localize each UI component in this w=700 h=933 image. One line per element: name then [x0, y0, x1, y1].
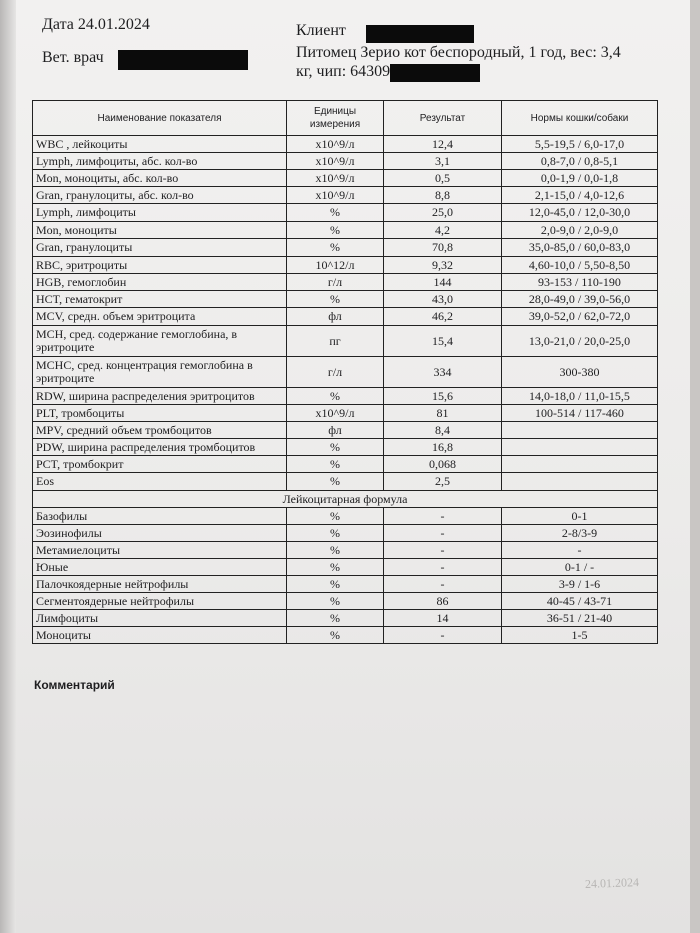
row-unit: %: [287, 291, 384, 308]
row-norm: 2-8/3-9: [502, 525, 658, 542]
row-unit: x10^9/л: [287, 153, 384, 170]
row-name: Mon, моноциты: [33, 222, 287, 239]
row-unit: 10^12/л: [287, 257, 384, 274]
row-norm: 13,0-21,0 / 20,0-25,0: [502, 326, 658, 357]
row-name: PLT, тромбоциты: [33, 405, 287, 422]
row-name: PCT, тромбокрит: [33, 456, 287, 473]
table-row: [33, 326, 658, 357]
row-result: 0,068: [384, 456, 502, 473]
table-row: [33, 239, 658, 257]
row-name: PDW, ширина распределения тромбоцитов: [33, 439, 287, 456]
row-norm: 35,0-85,0 / 60,0-83,0: [502, 239, 658, 257]
row-unit: x10^9/л: [287, 187, 384, 204]
row-name: WBC , лейкоциты: [33, 136, 287, 153]
table-row: [33, 170, 658, 187]
row-norm: 0-1 / -: [502, 559, 658, 576]
table-row: [33, 456, 658, 473]
table-header-row: [33, 101, 658, 136]
row-result: 46,2: [384, 308, 502, 326]
table-row: [33, 204, 658, 222]
row-result: 70,8: [384, 239, 502, 257]
table-row: [33, 576, 658, 593]
table-row: [33, 357, 658, 388]
row-result: 15,6: [384, 388, 502, 405]
row-name: Lymph, лимфоциты, абс. кол-во: [33, 153, 287, 170]
row-result: -: [384, 508, 502, 525]
row-norm: [502, 422, 658, 439]
doctor-label: Вет. врач: [42, 49, 104, 66]
row-name: Gran, гранулоциты: [33, 239, 287, 257]
row-result: 334: [384, 357, 502, 388]
row-unit: %: [287, 593, 384, 610]
table-row: [33, 187, 658, 204]
table-row: [33, 153, 658, 170]
row-unit: %: [287, 204, 384, 222]
row-norm: 0,8-7,0 / 0,8-5,1: [502, 153, 658, 170]
row-name: Палочкоядерные нейтрофилы: [33, 576, 287, 593]
row-name: MCH, сред. содержание гемоглобина, в эритроците: [33, 326, 287, 357]
table-row: [33, 222, 658, 239]
redacted-doctor-name: [118, 50, 248, 70]
page-shadow: [0, 0, 16, 933]
row-result: 0,5: [384, 170, 502, 187]
client-label: Клиент: [296, 22, 346, 39]
formula-section-title: Лейкоцитарная формула: [33, 491, 658, 508]
row-result: 8,8: [384, 187, 502, 204]
row-norm: 39,0-52,0 / 62,0-72,0: [502, 308, 658, 326]
row-name: RDW, ширина распределения эритроцитов: [33, 388, 287, 405]
table-row: [33, 388, 658, 405]
row-name: Эозинофилы: [33, 525, 287, 542]
row-unit: %: [287, 559, 384, 576]
row-result: 4,2: [384, 222, 502, 239]
row-unit: %: [287, 388, 384, 405]
row-unit: %: [287, 239, 384, 257]
table-row: [33, 439, 658, 456]
row-unit: пг: [287, 326, 384, 357]
row-unit: %: [287, 508, 384, 525]
row-unit: %: [287, 473, 384, 491]
blood-test-table: [32, 100, 658, 644]
row-unit: фл: [287, 308, 384, 326]
row-result: 81: [384, 405, 502, 422]
row-norm: 0-1: [502, 508, 658, 525]
table-row: [33, 274, 658, 291]
row-name: Моноциты: [33, 627, 287, 644]
row-result: 12,4: [384, 136, 502, 153]
header-result: Результат: [384, 101, 502, 136]
row-name: HGB, гемоглобин: [33, 274, 287, 291]
row-result: 14: [384, 610, 502, 627]
table-row: [33, 610, 658, 627]
row-unit: %: [287, 439, 384, 456]
table-row: [33, 308, 658, 326]
row-norm: 5,5-19,5 / 6,0-17,0: [502, 136, 658, 153]
row-name: RBC, эритроциты: [33, 257, 287, 274]
row-result: -: [384, 559, 502, 576]
row-name: Сегментоядерные нейтрофилы: [33, 593, 287, 610]
redacted-client-name: [366, 25, 474, 43]
header-units: Единицы измерения: [287, 101, 384, 136]
row-result: -: [384, 525, 502, 542]
row-result: 43,0: [384, 291, 502, 308]
row-norm: 1-5: [502, 627, 658, 644]
row-norm: 0,0-1,9 / 0,0-1,8: [502, 170, 658, 187]
row-name: MCHC, сред. концентрация гемоглобина в эритроците: [33, 357, 287, 388]
row-norm: 93-153 / 110-190: [502, 274, 658, 291]
table-row: [33, 542, 658, 559]
row-norm: [502, 456, 658, 473]
row-unit: %: [287, 610, 384, 627]
table-row: [33, 257, 658, 274]
row-result: 9,32: [384, 257, 502, 274]
row-norm: [502, 439, 658, 456]
row-name: Eos: [33, 473, 287, 491]
row-unit: x10^9/л: [287, 405, 384, 422]
row-name: MPV, средний объем тромбоцитов: [33, 422, 287, 439]
row-norm: 36-51 / 21-40: [502, 610, 658, 627]
row-result: 86: [384, 593, 502, 610]
row-norm: 3-9 / 1-6: [502, 576, 658, 593]
row-result: 16,8: [384, 439, 502, 456]
row-norm: 100-514 / 117-460: [502, 405, 658, 422]
comment-label: Комментарий: [34, 678, 115, 692]
row-name: Лимфоциты: [33, 610, 287, 627]
row-norm: 14,0-18,0 / 11,0-15,5: [502, 388, 658, 405]
row-result: -: [384, 576, 502, 593]
pet-info-line1: Питомец Зерио кот беспородный, 1 год, вес: 3,4: [296, 44, 621, 61]
row-unit: %: [287, 525, 384, 542]
row-norm: 28,0-49,0 / 39,0-56,0: [502, 291, 658, 308]
row-name: Юные: [33, 559, 287, 576]
row-norm: [502, 473, 658, 491]
row-unit: г/л: [287, 357, 384, 388]
table-row: [33, 291, 658, 308]
row-norm: 4,60-10,0 / 5,50-8,50: [502, 257, 658, 274]
table-row: [33, 136, 658, 153]
row-name: Метамиелоциты: [33, 542, 287, 559]
row-unit: x10^9/л: [287, 170, 384, 187]
row-result: 25,0: [384, 204, 502, 222]
row-norm: 40-45 / 43-71: [502, 593, 658, 610]
row-name: HCT, гематокрит: [33, 291, 287, 308]
table-row: [33, 559, 658, 576]
row-unit: фл: [287, 422, 384, 439]
table-row: [33, 627, 658, 644]
row-name: Базофилы: [33, 508, 287, 525]
row-name: Lymph, лимфоциты: [33, 204, 287, 222]
table-row: [33, 422, 658, 439]
row-unit: %: [287, 456, 384, 473]
table-row: [33, 525, 658, 542]
row-name: MCV, средн. объем эритроцита: [33, 308, 287, 326]
header-parameter: Наименование показателя: [33, 101, 287, 136]
row-norm: -: [502, 542, 658, 559]
row-result: 15,4: [384, 326, 502, 357]
table-row: [33, 405, 658, 422]
row-norm: 300-380: [502, 357, 658, 388]
pet-info-line2: кг, чип: 64309: [296, 63, 391, 80]
header-norms: Нормы кошки/собаки: [502, 101, 658, 136]
row-unit: %: [287, 576, 384, 593]
row-name: Gran, гранулоциты, абс. кол-во: [33, 187, 287, 204]
row-unit: %: [287, 222, 384, 239]
table-row: [33, 508, 658, 525]
table-row: [33, 473, 658, 491]
row-unit: %: [287, 627, 384, 644]
table-row: [33, 593, 658, 610]
row-result: 8,4: [384, 422, 502, 439]
formula-section-row: [33, 491, 658, 508]
row-unit: x10^9/л: [287, 136, 384, 153]
date-label: Дата 24.01.2024: [42, 16, 150, 33]
faded-date-stamp: 24.01.2024: [584, 875, 640, 891]
row-unit: %: [287, 542, 384, 559]
row-result: 144: [384, 274, 502, 291]
row-norm: 2,0-9,0 / 2,0-9,0: [502, 222, 658, 239]
row-name: Mon, моноциты, абс. кол-во: [33, 170, 287, 187]
row-result: -: [384, 627, 502, 644]
row-result: -: [384, 542, 502, 559]
row-result: 3,1: [384, 153, 502, 170]
redacted-chip-number: [390, 64, 480, 82]
row-result: 2,5: [384, 473, 502, 491]
row-norm: 12,0-45,0 / 12,0-30,0: [502, 204, 658, 222]
row-unit: г/л: [287, 274, 384, 291]
row-norm: 2,1-15,0 / 4,0-12,6: [502, 187, 658, 204]
